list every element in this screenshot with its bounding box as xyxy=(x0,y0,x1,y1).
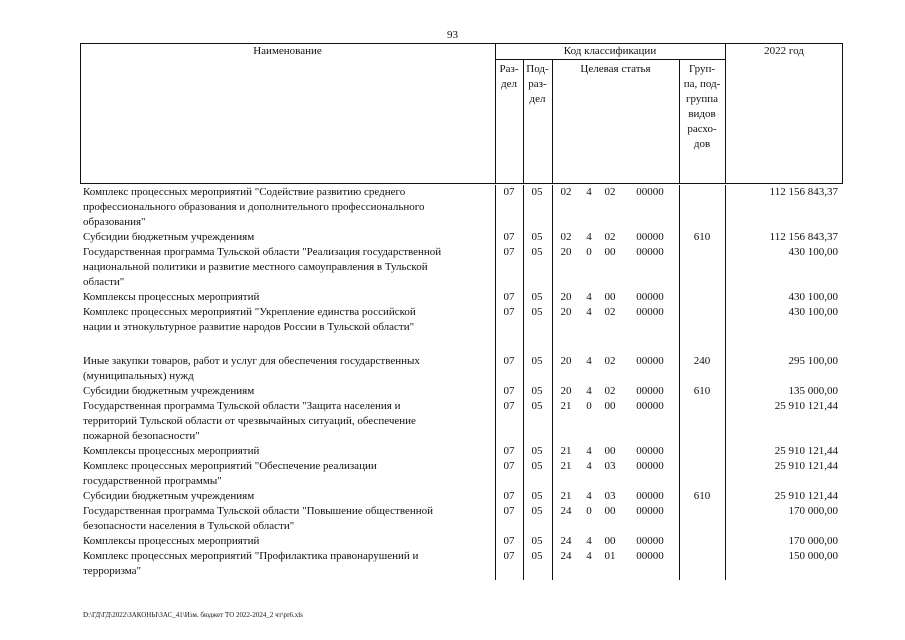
code-cell-c4: 00000 xyxy=(636,490,664,502)
col-year-header: 2022 год xyxy=(764,45,804,57)
col-code-header: Код классификации xyxy=(563,45,657,57)
code-cell-r: 07 xyxy=(503,355,515,367)
code-cell-r: 07 xyxy=(503,306,515,318)
code-cell-c2: 0 xyxy=(586,505,592,517)
code-cell-c2: 0 xyxy=(586,246,592,258)
code-cell-pr: 05 xyxy=(531,246,543,258)
amount-cell: 170 000,00 xyxy=(788,535,838,547)
code-cell-c4: 00000 xyxy=(636,505,664,517)
row-name: Комплексы процессных мероприятий xyxy=(83,445,260,457)
code-cell-g: 240 xyxy=(693,355,711,367)
col-name-header: Наименование xyxy=(253,45,322,57)
code-cell-c2: 4 xyxy=(586,231,592,243)
code-cell-c4: 00000 xyxy=(636,291,664,303)
code-cell-c2: 4 xyxy=(586,385,592,397)
code-cell-c2: 4 xyxy=(586,186,592,198)
code-cell-r: 07 xyxy=(503,291,515,303)
code-cell-c1: 02 xyxy=(560,186,572,198)
code-cell-c2: 4 xyxy=(586,445,592,457)
row-name: Государственная программа Тульской области "Повышение общественной безопасности населения в Тульской области" xyxy=(83,505,433,532)
code-cell-r: 07 xyxy=(503,505,515,517)
code-cell-c3: 00 xyxy=(604,445,616,457)
row-name: Иные закупки товаров, работ и услуг для обеспечения государственных (муниципальных) нужд xyxy=(83,355,420,382)
code-cell-c1: 02 xyxy=(560,231,572,243)
code-cell-pr: 05 xyxy=(531,355,543,367)
amount-cell: 170 000,00 xyxy=(788,505,838,517)
code-cell-c1: 24 xyxy=(560,505,572,517)
code-cell-c3: 02 xyxy=(604,385,616,397)
code-cell-c3: 02 xyxy=(604,231,616,243)
row-name: Комплекс процессных мероприятий "Содействие развитию среднего профессионального образования и дополнительного профессионального образования" xyxy=(83,186,425,228)
row-name: Субсидии бюджетным учреждениям xyxy=(83,385,255,397)
row-name: Комплексы процессных мероприятий xyxy=(83,291,260,303)
code-cell-pr: 05 xyxy=(531,231,543,243)
code-cell-pr: 05 xyxy=(531,490,543,502)
table-row xyxy=(83,384,843,399)
code-cell-pr: 05 xyxy=(531,186,543,198)
code-cell-c4: 00000 xyxy=(636,355,664,367)
code-cell-c1: 20 xyxy=(560,385,572,397)
code-cell-pr: 05 xyxy=(531,505,543,517)
code-cell-c1: 21 xyxy=(560,460,572,472)
amount-cell: 25 910 121,44 xyxy=(774,490,838,502)
code-cell-c4: 00000 xyxy=(636,445,664,457)
row-name: Комплекс процессных мероприятий "Обеспечение реализации государственной программы" xyxy=(83,460,377,487)
code-cell-r: 07 xyxy=(503,550,515,562)
code-cell-r: 07 xyxy=(503,490,515,502)
code-cell-c2: 4 xyxy=(586,535,592,547)
code-cell-c1: 20 xyxy=(560,291,572,303)
amount-cell: 430 100,00 xyxy=(788,246,838,258)
code-cell-r: 07 xyxy=(503,445,515,457)
code-cell-c3: 00 xyxy=(604,505,616,517)
code-cell-c4: 00000 xyxy=(636,535,664,547)
table-row xyxy=(83,549,843,579)
code-cell-r: 07 xyxy=(503,400,515,412)
code-cell-c4: 00000 xyxy=(636,460,664,472)
code-cell-c3: 01 xyxy=(604,550,616,562)
code-cell-g: 610 xyxy=(693,231,711,243)
code-cell-r: 07 xyxy=(503,231,515,243)
table-row xyxy=(83,459,843,489)
amount-cell: 150 000,00 xyxy=(788,550,838,562)
code-cell-r: 07 xyxy=(503,385,515,397)
table-row xyxy=(83,290,843,305)
code-cell-c4: 00000 xyxy=(636,246,664,258)
col-group-header: Груп- па, под- группа видов расхо- дов xyxy=(683,63,721,150)
code-cell-r: 07 xyxy=(503,246,515,258)
code-cell-c3: 00 xyxy=(604,400,616,412)
code-cell-c3: 00 xyxy=(604,535,616,547)
code-cell-c3: 00 xyxy=(604,291,616,303)
table-row xyxy=(83,534,843,549)
col-razdel-header: Раз- дел xyxy=(499,63,519,90)
code-cell-c1: 20 xyxy=(560,355,572,367)
code-cell-r: 07 xyxy=(503,535,515,547)
code-cell-c2: 4 xyxy=(586,460,592,472)
table-row xyxy=(83,305,843,350)
code-cell-c4: 00000 xyxy=(636,306,664,318)
code-cell-c2: 0 xyxy=(586,400,592,412)
amount-cell: 25 910 121,44 xyxy=(774,400,838,412)
code-cell-c1: 24 xyxy=(560,550,572,562)
code-cell-c3: 02 xyxy=(604,186,616,198)
code-cell-pr: 05 xyxy=(531,550,543,562)
amount-cell: 430 100,00 xyxy=(788,291,838,303)
code-cell-c2: 4 xyxy=(586,355,592,367)
table-row xyxy=(83,399,843,444)
code-cell-c4: 00000 xyxy=(636,231,664,243)
code-cell-c4: 00000 xyxy=(636,385,664,397)
code-cell-c1: 21 xyxy=(560,445,572,457)
amount-cell: 112 156 843,37 xyxy=(769,231,838,243)
code-cell-c2: 4 xyxy=(586,291,592,303)
table-row xyxy=(83,354,843,384)
code-cell-c2: 4 xyxy=(586,306,592,318)
code-cell-c1: 20 xyxy=(560,306,572,318)
row-name: Государственная программа Тульской области "Защита населения и территорий Тульской области от чрезвычайных ситуаций, обеспечение пожарной безопасности" xyxy=(83,400,416,442)
code-cell-c2: 4 xyxy=(586,550,592,562)
code-cell-pr: 05 xyxy=(531,400,543,412)
col-target-header: Целевая статья xyxy=(580,63,651,75)
budget-table-body xyxy=(83,185,843,579)
page-number: 93 xyxy=(447,29,458,41)
code-cell-g: 610 xyxy=(693,490,711,502)
code-cell-c1: 20 xyxy=(560,246,572,258)
code-cell-c3: 03 xyxy=(604,460,616,472)
amount-cell: 135 000,00 xyxy=(788,385,838,397)
code-cell-pr: 05 xyxy=(531,460,543,472)
amount-cell: 430 100,00 xyxy=(788,306,838,318)
table-row xyxy=(83,444,843,459)
amount-cell: 112 156 843,37 xyxy=(769,186,838,198)
code-cell-c3: 03 xyxy=(604,490,616,502)
row-name: Субсидии бюджетным учреждениям xyxy=(83,490,255,502)
code-cell-c3: 02 xyxy=(604,306,616,318)
amount-cell: 25 910 121,44 xyxy=(774,460,838,472)
code-cell-c1: 21 xyxy=(560,400,572,412)
code-cell-c4: 00000 xyxy=(636,400,664,412)
code-cell-c3: 00 xyxy=(604,246,616,258)
code-cell-c1: 21 xyxy=(560,490,572,502)
row-name: Государственная программа Тульской области "Реализация государственной национальной политики и развитие местного самоуправления в Тульской области" xyxy=(83,246,442,288)
table-row xyxy=(83,185,843,230)
table-row xyxy=(83,230,843,245)
code-cell-pr: 05 xyxy=(531,445,543,457)
code-cell-c4: 00000 xyxy=(636,186,664,198)
file-path-footer: D:\ГД\ГД\2022\ЗАКОНЫ\ЗАС_41\Изм. бюджет ТО 2022-2024_2 чт\pr6.xls xyxy=(83,611,303,619)
table-row xyxy=(83,245,843,290)
amount-cell: 25 910 121,44 xyxy=(774,445,838,457)
col-podrazdel-header: Под- раз- дел xyxy=(526,63,549,105)
table-row xyxy=(83,504,843,534)
code-cell-r: 07 xyxy=(503,460,515,472)
code-cell-r: 07 xyxy=(503,186,515,198)
table-row xyxy=(83,489,843,504)
code-cell-c2: 4 xyxy=(586,490,592,502)
row-name: Комплекс процессных мероприятий "Профилактика правонарушений и терроризма" xyxy=(83,550,419,577)
code-cell-pr: 05 xyxy=(531,385,543,397)
code-cell-pr: 05 xyxy=(531,306,543,318)
row-name: Комплекс процессных мероприятий "Укрепление единства российской нации и этнокультурное развитие народов России в Тульской области" xyxy=(83,306,416,333)
code-cell-c1: 24 xyxy=(560,535,572,547)
amount-cell: 295 100,00 xyxy=(788,355,838,367)
code-cell-g: 610 xyxy=(693,385,711,397)
code-cell-c4: 00000 xyxy=(636,550,664,562)
code-cell-c3: 02 xyxy=(604,355,616,367)
table-header xyxy=(80,43,843,184)
code-cell-pr: 05 xyxy=(531,535,543,547)
row-name: Субсидии бюджетным учреждениям xyxy=(83,231,255,243)
code-cell-pr: 05 xyxy=(531,291,543,303)
row-name: Комплексы процессных мероприятий xyxy=(83,535,260,547)
